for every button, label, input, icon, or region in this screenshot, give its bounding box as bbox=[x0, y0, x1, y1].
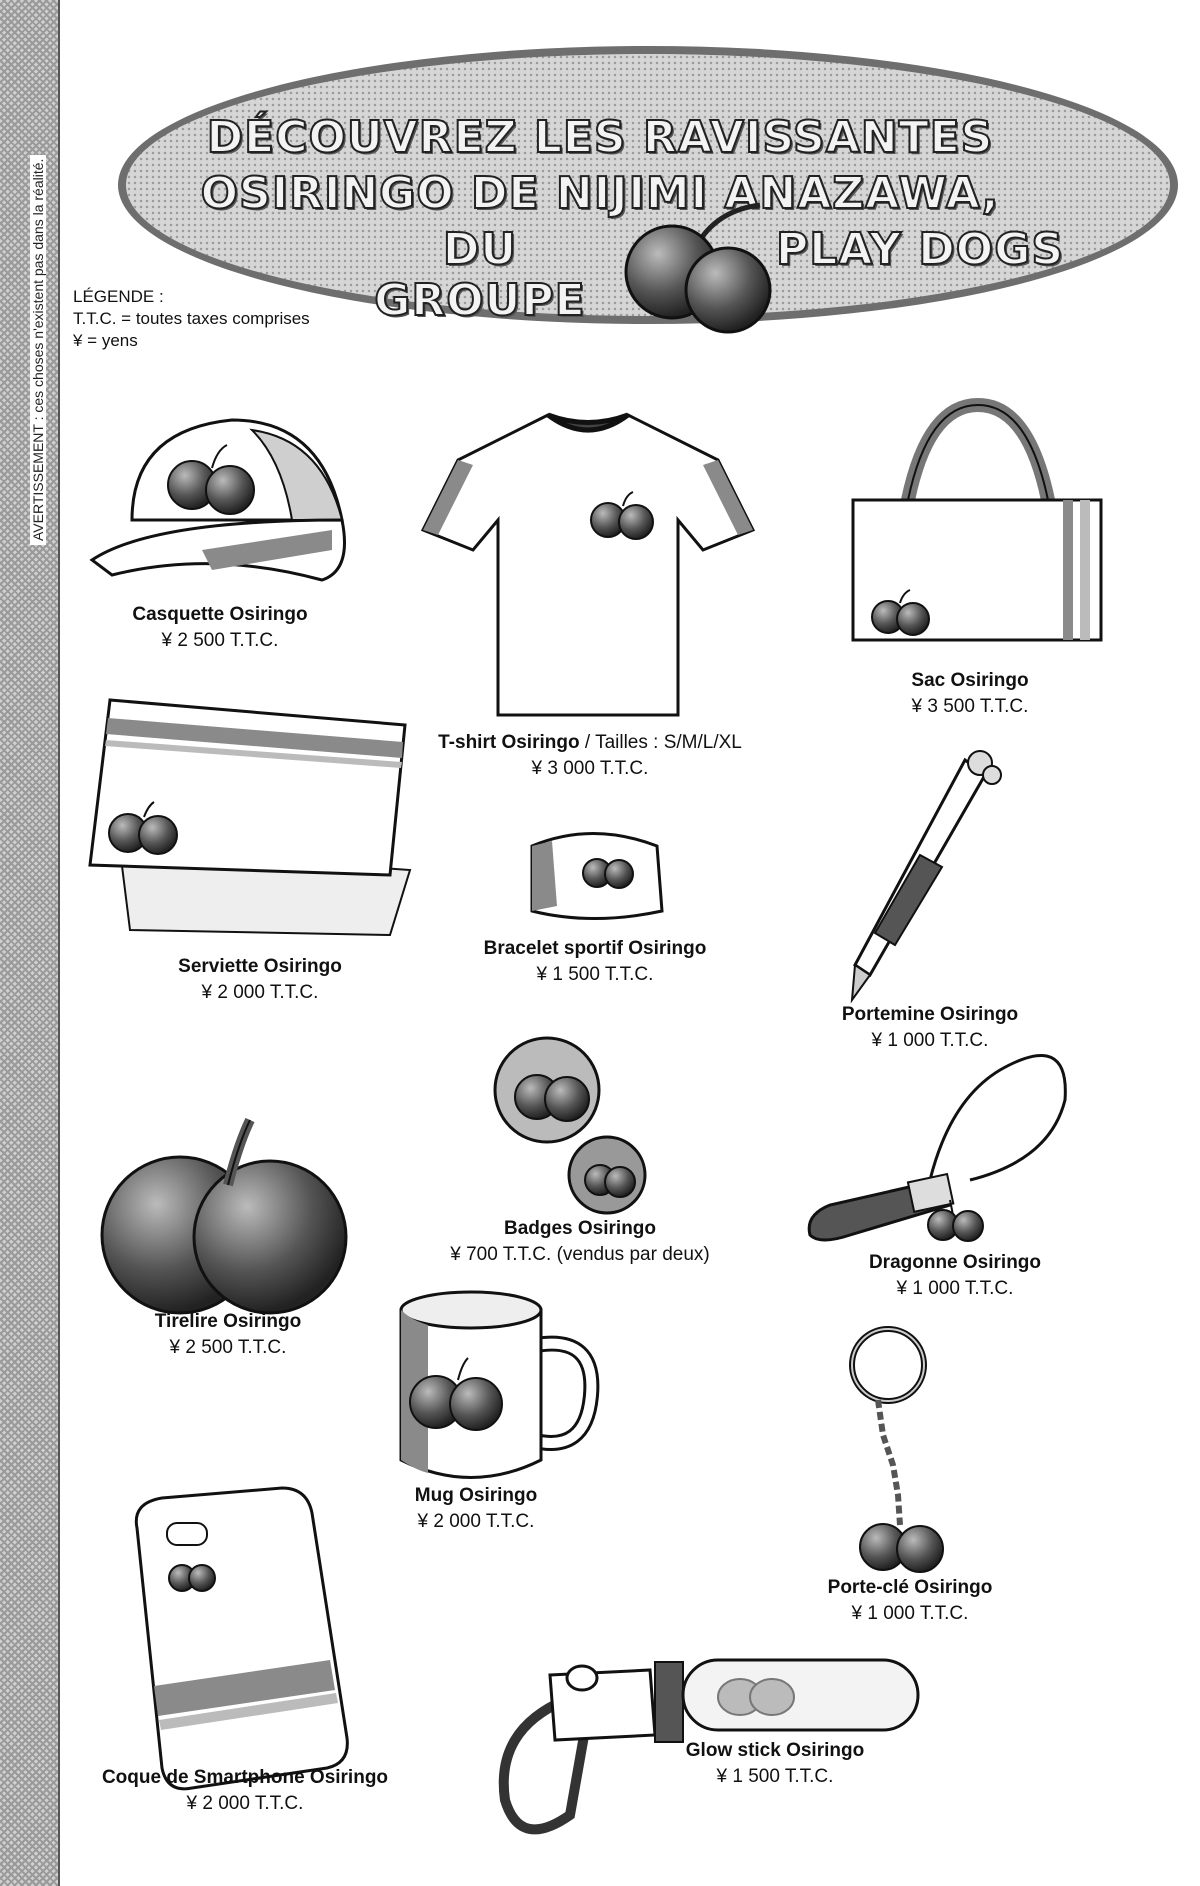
glowstick-price: ¥ 1 500 T.T.C. bbox=[716, 1766, 834, 1787]
keyring-illustration bbox=[838, 1325, 958, 1585]
mug-illustration bbox=[396, 1290, 606, 1490]
wristband-illustration bbox=[522, 826, 672, 926]
cap-name: Casquette Osiringo bbox=[132, 604, 308, 625]
bag-illustration bbox=[848, 405, 1108, 645]
strap-price: ¥ 1 000 T.T.C. bbox=[896, 1278, 1014, 1299]
piggybank-label bbox=[128, 1309, 328, 1361]
cap-label bbox=[120, 602, 320, 654]
pencil-illustration bbox=[850, 745, 1010, 1005]
tshirt-label bbox=[420, 730, 760, 782]
pencil-price: ¥ 1 000 T.T.C. bbox=[871, 1030, 989, 1051]
legend-yen: ¥ = yens bbox=[73, 331, 138, 350]
mug-price: ¥ 2 000 T.T.C. bbox=[417, 1511, 535, 1532]
tshirt-name: T-shirt Osiringo bbox=[438, 732, 580, 753]
badges-label bbox=[430, 1216, 730, 1268]
piggybank-name: Tirelire Osiringo bbox=[154, 1311, 302, 1332]
bag-name: Sac Osiringo bbox=[911, 670, 1029, 691]
tshirt-illustration bbox=[418, 410, 758, 720]
mug-name: Mug Osiringo bbox=[414, 1485, 538, 1506]
badges-price: ¥ 700 T.T.C. (vendus par deux) bbox=[450, 1244, 710, 1265]
tshirt-price: ¥ 3 000 T.T.C. bbox=[531, 758, 649, 779]
legend bbox=[73, 286, 310, 352]
strap-name: Dragonne Osiringo bbox=[868, 1252, 1042, 1273]
cap-illustration bbox=[92, 410, 352, 590]
legend-title: LÉGENDE : bbox=[73, 287, 164, 306]
banner-cherry-logo bbox=[620, 210, 800, 330]
banner-line-3-left: DU GROUPE bbox=[374, 224, 586, 326]
wristband-name: Bracelet sportif Osiringo bbox=[483, 938, 707, 959]
banner-line-3-right: PLAY DOGS bbox=[775, 224, 1065, 275]
piggybank-price: ¥ 2 500 T.T.C. bbox=[169, 1337, 287, 1358]
phonecase-illustration bbox=[132, 1488, 352, 1798]
towel-price: ¥ 2 000 T.T.C. bbox=[201, 982, 319, 1003]
towel-illustration bbox=[90, 700, 410, 940]
towel-name: Serviette Osiringo bbox=[178, 956, 342, 977]
strap-illustration bbox=[800, 1040, 1080, 1240]
banner-line-1: DÉCOUVREZ LES RAVISSANTES bbox=[206, 112, 994, 163]
phonecase-name: Coque de Smartphone Osiringo bbox=[101, 1767, 389, 1788]
pencil-name: Portemine Osiringo bbox=[841, 1004, 1019, 1025]
bag-price: ¥ 3 500 T.T.C. bbox=[911, 696, 1029, 717]
bag-label bbox=[870, 668, 1070, 720]
wristband-label bbox=[470, 936, 720, 988]
keyring-label bbox=[800, 1575, 1020, 1627]
badges-name: Badges Osiringo bbox=[503, 1218, 657, 1239]
towel-label bbox=[150, 954, 370, 1006]
cap-price: ¥ 2 500 T.T.C. bbox=[161, 630, 279, 651]
phonecase-price: ¥ 2 000 T.T.C. bbox=[186, 1793, 304, 1814]
glowstick-name: Glow stick Osiringo bbox=[685, 1740, 865, 1761]
strap-label bbox=[845, 1250, 1065, 1302]
wristband-price: ¥ 1 500 T.T.C. bbox=[536, 964, 654, 985]
glowstick-label bbox=[660, 1738, 890, 1790]
piggybank-illustration bbox=[100, 1115, 360, 1325]
mug-label bbox=[376, 1483, 576, 1535]
keyring-price: ¥ 1 000 T.T.C. bbox=[851, 1603, 969, 1624]
tshirt-sizes: / Tailles : S/M/L/XL bbox=[579, 732, 742, 753]
banner-line-2: OSIRINGO DE NIJIMI ANAZAWA, bbox=[200, 168, 1000, 219]
phonecase-label bbox=[90, 1765, 400, 1817]
badges-illustration bbox=[492, 1035, 662, 1215]
legend-ttc: T.T.C. = toutes taxes comprises bbox=[73, 309, 310, 328]
warning-text: AVERTISSEMENT : ces choses n'existent pas dans la réalité. bbox=[30, 155, 46, 545]
keyring-name: Porte-clé Osiringo bbox=[827, 1577, 993, 1598]
